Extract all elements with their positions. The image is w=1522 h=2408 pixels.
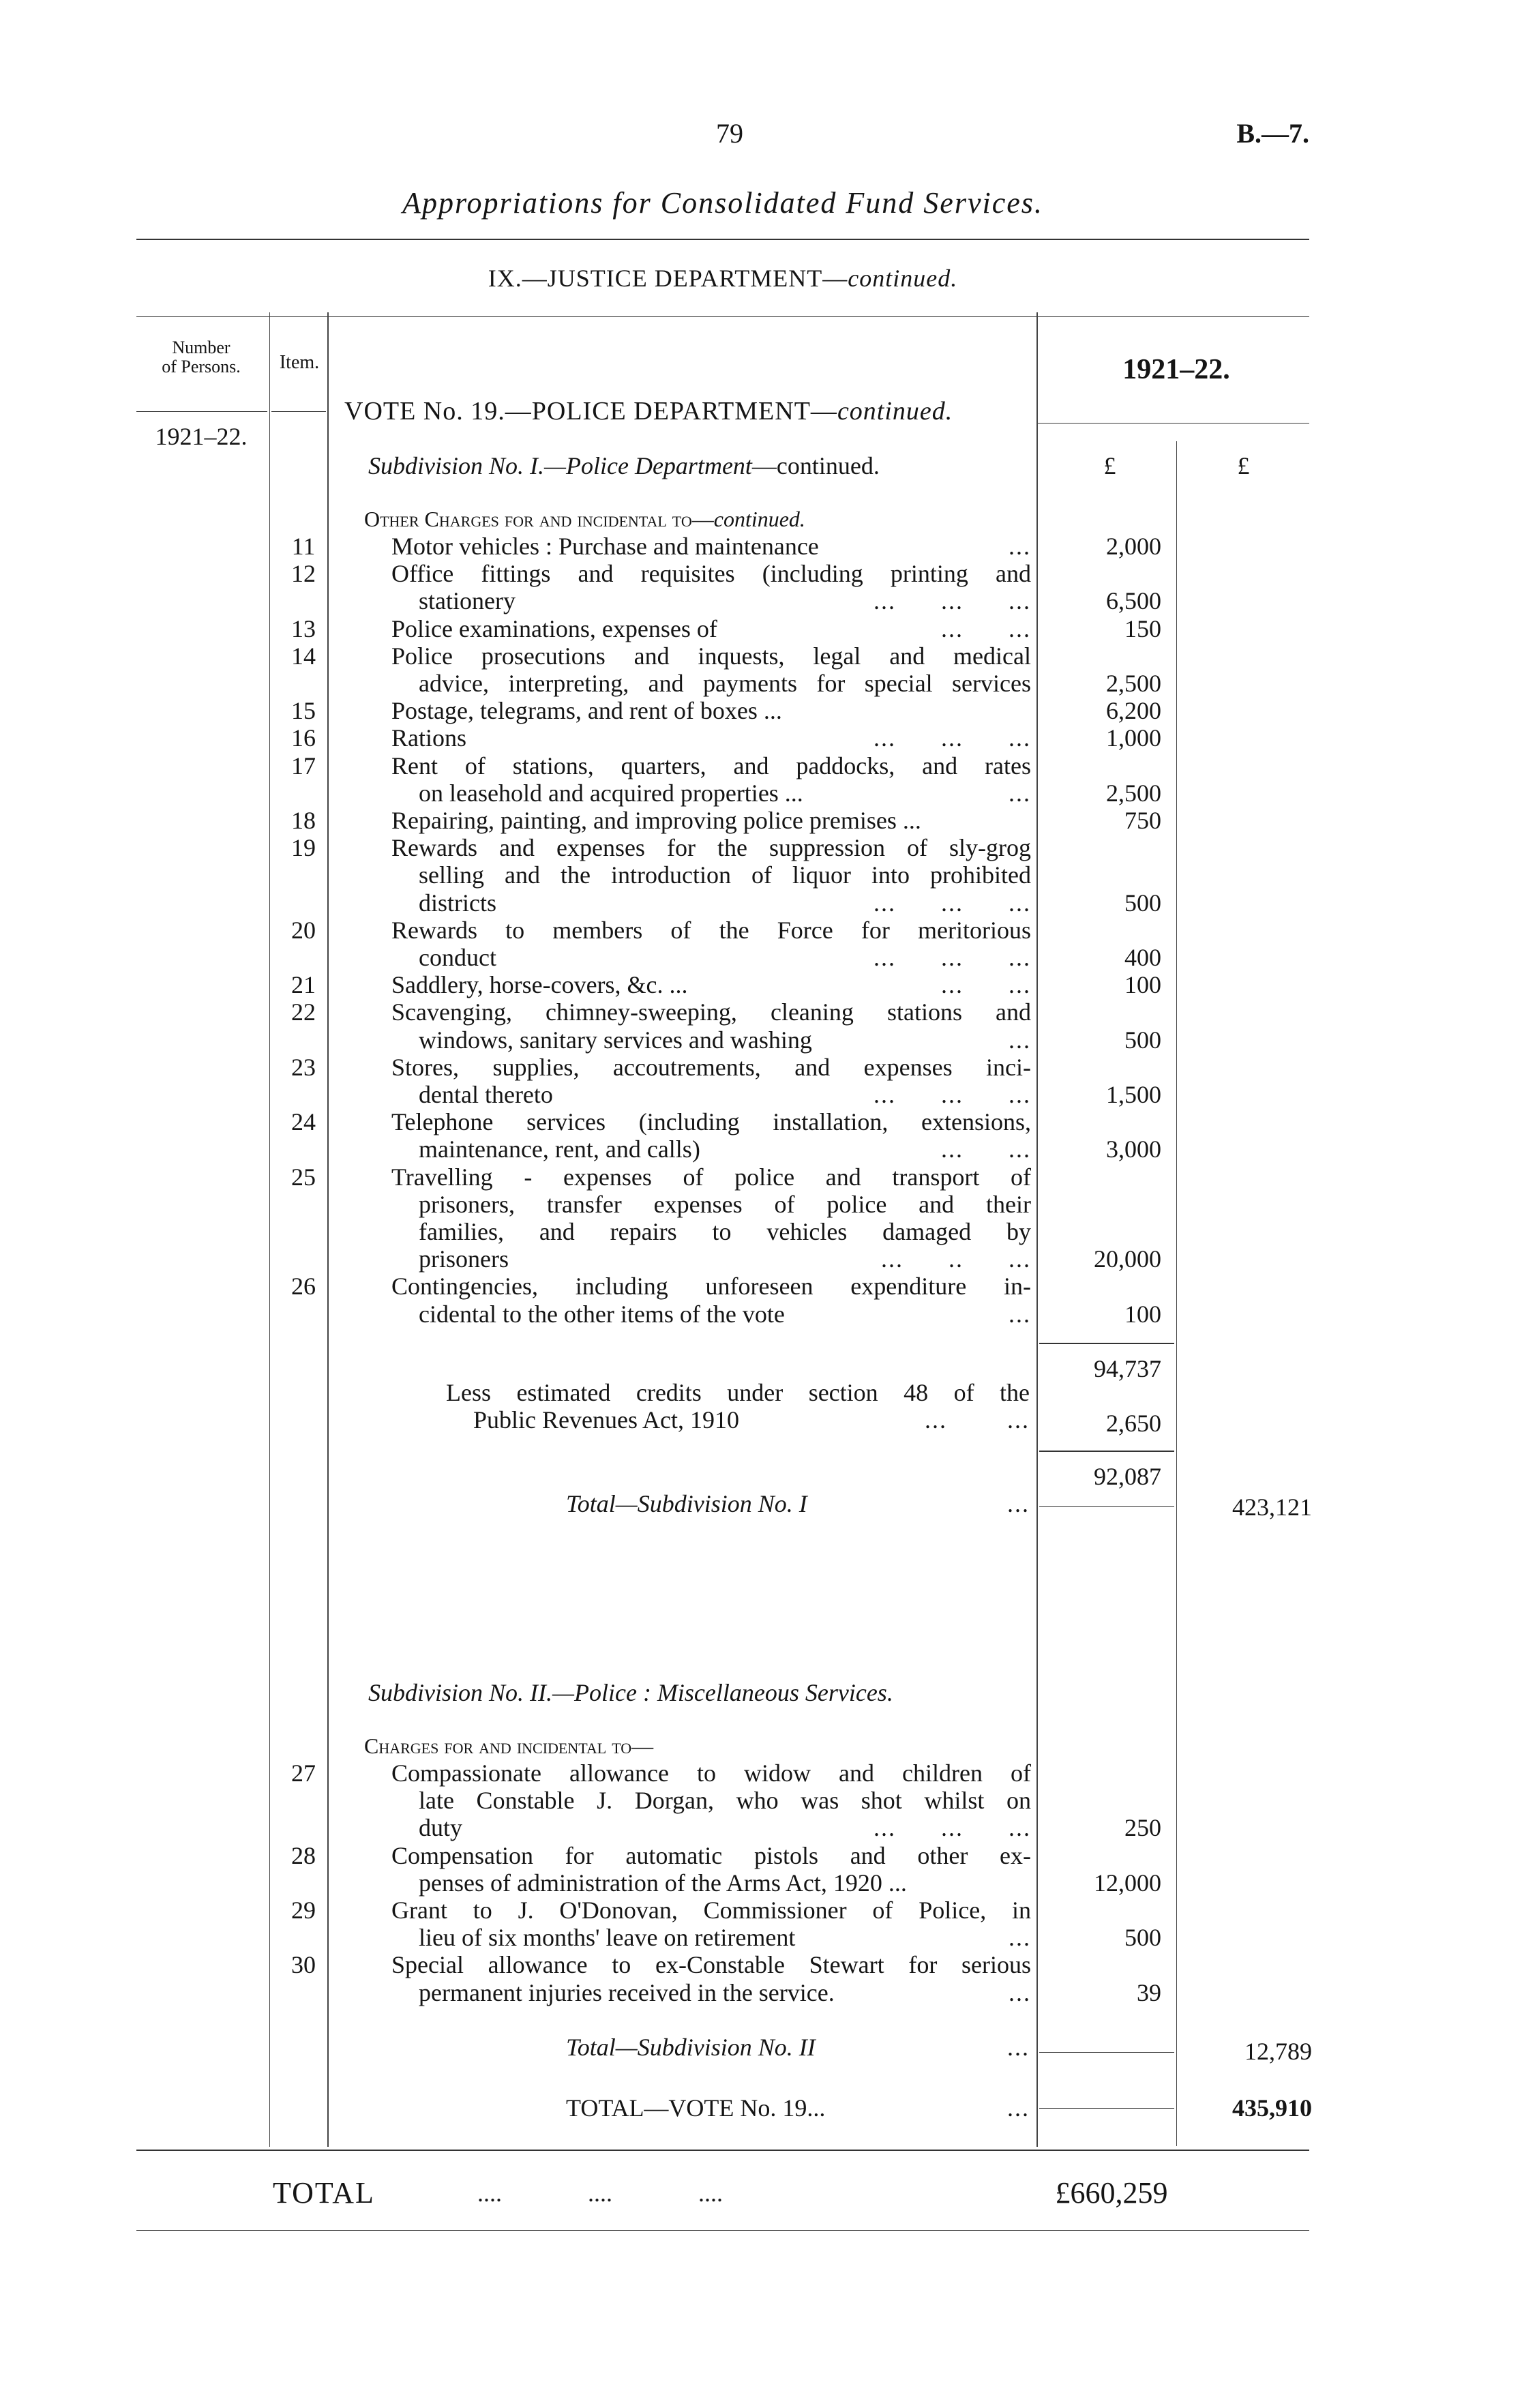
year-header: 1921–22. [1122, 354, 1230, 385]
line-description [419, 1787, 1031, 1814]
leader-dots: ... [1009, 779, 1031, 807]
total-rule [1039, 2052, 1174, 2053]
page-title: Appropriations for Consolidated Fund Services. [402, 186, 1043, 220]
line-amount: 100 [1124, 1300, 1161, 1328]
line-amount: 1,000 [1106, 724, 1161, 752]
leader-dots: ... [1007, 2034, 1030, 2061]
line-text: Saddlery, horse-covers, &c. ... [391, 971, 688, 998]
subdivision-2-title: Subdivision No. II.—Police : Miscellaneous Services. [368, 1679, 893, 1706]
line-text: Special allowance to ex-Constable Stewart for serious [391, 1951, 1031, 1978]
line-text: Grant to J. O'Donovan, Commissioner of Police, in [391, 1897, 1031, 1924]
subdivision-2-total: 12,789 [1244, 2038, 1312, 2065]
department-continued: continued. [848, 265, 958, 292]
table-bottom-rule [136, 2150, 1309, 2151]
item-number: 30 [291, 1951, 316, 1978]
line-description [419, 1026, 1031, 1054]
line-description [391, 998, 1031, 1026]
line-description [391, 917, 1031, 944]
currency-symbol-items: £ [1103, 452, 1116, 479]
item-number: 21 [291, 971, 316, 998]
line-text: Compensation for automatic pistols and other ex- [391, 1842, 1031, 1869]
line-description [419, 861, 1031, 889]
line-description [419, 944, 1031, 971]
line-text: conduct [419, 944, 496, 971]
line-text: Stores, supplies, accoutrements, and expenses inci- [391, 1054, 1031, 1081]
line-amount: 500 [1124, 889, 1161, 917]
line-text: Rent of stations, quarters, and paddocks, and rates [391, 752, 1031, 779]
line-text: Telephone services (including installation, extensions, [391, 1108, 1031, 1135]
item-number: 26 [291, 1273, 316, 1300]
line-text: Motor vehicles : Purchase and maintenance [391, 533, 819, 560]
persons-header-line2: of Persons. [162, 357, 241, 376]
line-text: Postage, telegrams, and rent of boxes ... [391, 697, 782, 724]
line-text: districts [419, 889, 496, 917]
item-number: 16 [291, 724, 316, 752]
line-description [391, 1759, 1031, 1787]
leader-dots: ... ... ... [874, 1814, 1031, 1841]
line-text: Office fittings and requisites (including printing and [391, 560, 1031, 587]
line-description [419, 1300, 1031, 1328]
gross-amount: 94,737 [1094, 1355, 1161, 1382]
line-description [419, 1814, 1031, 1841]
subdivision-1-total-label [566, 1490, 1030, 1517]
leader-dots: ... .. ... [881, 1245, 1031, 1273]
net-rule [1039, 1451, 1174, 1452]
line-description [391, 752, 1031, 779]
line-text: Rewards to members of the Force for meritorious [391, 917, 1031, 944]
line-text: Scavenging, chimney-sweeping, cleaning stations and [391, 998, 1031, 1026]
grand-total-amount: £660,259 [1055, 2176, 1168, 2210]
department-name: IX.—JUSTICE DEPARTMENT— [488, 265, 848, 292]
line-text: duty [419, 1814, 463, 1841]
subdivision-1-title [368, 452, 880, 479]
subdivision-2-group: Charges for and incidental to— [364, 1734, 654, 1758]
line-text: selling and the introduction of liquor into prohibited [419, 861, 1031, 889]
less-credits-amount: 2,650 [1106, 1410, 1161, 1437]
item-number: 14 [291, 642, 316, 670]
footer-rule [136, 2230, 1309, 2231]
line-description [391, 560, 1031, 587]
item-number: 17 [291, 752, 316, 779]
line-description [419, 1245, 1031, 1273]
leader-dots: ... ... [925, 1406, 1030, 1433]
subdivision-1-group [364, 505, 805, 533]
subtotal-rule [1039, 1343, 1174, 1344]
line-description [391, 1108, 1031, 1135]
item-number: 22 [291, 998, 316, 1026]
leader-dots: ... ... ... [874, 1081, 1031, 1108]
line-description [391, 615, 1031, 642]
line-text: Rations [391, 724, 467, 752]
line-text: Repairing, painting, and improving police premises ... [391, 807, 921, 834]
line-amount: 6,200 [1106, 697, 1161, 724]
line-description [391, 1951, 1031, 1978]
total-rule [1039, 1506, 1174, 1507]
leader-dots: ... [1007, 2094, 1030, 2122]
leader-dots: ... ... [941, 1135, 1031, 1163]
vote-total-amount: 435,910 [1232, 2094, 1312, 2122]
line-description [419, 1924, 1031, 1951]
line-text: prisoners, transfer expenses of police and their [419, 1191, 1031, 1218]
item-number: 20 [291, 917, 316, 944]
subdivision-1-total: 423,121 [1232, 1493, 1312, 1521]
line-description [419, 1191, 1031, 1218]
description-column-rule [1036, 312, 1038, 2147]
line-description [391, 1897, 1031, 1924]
less-credits-text: Less estimated credits under section 48 of the [446, 1379, 1030, 1406]
item-number: 24 [291, 1108, 316, 1135]
line-description [419, 1218, 1031, 1245]
header-rule [136, 239, 1309, 240]
line-text: cidental to the other items of the vote [419, 1300, 785, 1328]
less-credits-line2 [473, 1406, 1030, 1433]
line-text: penses of administration of the Arms Act, 1920 ... [419, 1869, 907, 1897]
item-header-rule [271, 411, 326, 412]
line-description [391, 642, 1031, 670]
line-text: prisoners [419, 1245, 509, 1273]
table-top-rule [136, 316, 1309, 317]
subdivision-1-continued: —continued. [751, 452, 880, 479]
item-number: 12 [291, 560, 316, 587]
line-amount: 150 [1124, 615, 1161, 642]
leader-dots: ... ... ... [874, 587, 1031, 614]
grand-total-label: TOTAL [273, 2176, 375, 2210]
line-amount: 500 [1124, 1924, 1161, 1951]
item-number: 15 [291, 697, 316, 724]
line-text: dental thereto [419, 1081, 553, 1108]
leader-dots: ... [1009, 533, 1031, 560]
vote-heading [344, 398, 953, 425]
item-number: 18 [291, 807, 316, 834]
line-amount: 250 [1124, 1814, 1161, 1841]
amount-column-rule [1176, 441, 1177, 2146]
line-description [419, 1979, 1031, 2006]
vote-total-label [566, 2094, 1030, 2122]
line-description [391, 724, 1031, 752]
leader-dots: ... [1009, 1300, 1031, 1328]
leader-dots: ... ... [941, 615, 1031, 642]
leader-dots: ... ... ... [874, 889, 1031, 917]
line-amount: 2,500 [1106, 779, 1161, 807]
item-header: Item. [279, 352, 320, 373]
line-amount: 39 [1137, 1979, 1161, 2006]
line-amount: 2,500 [1106, 670, 1161, 697]
line-description [391, 697, 1031, 724]
item-number: 27 [291, 1759, 316, 1787]
total-label: Total—Subdivision No. I [566, 1490, 807, 1517]
vote-title: VOTE No. 19.—POLICE DEPARTMENT— [344, 397, 837, 426]
leader-dots: ... ... ... [874, 944, 1031, 971]
vote-continued: continued. [837, 397, 953, 426]
line-text: lieu of six months' leave on retirement [419, 1924, 796, 1951]
line-amount: 2,000 [1106, 533, 1161, 560]
item-number: 29 [291, 1897, 316, 1924]
department-heading [136, 265, 1309, 292]
line-description [419, 889, 1031, 917]
leader-dots: ... ... [941, 971, 1031, 998]
item-column-rule [327, 312, 329, 2147]
group-heading: Other Charges for and incidental to— [364, 507, 714, 531]
grand-total-dots: .... .... .... [477, 2180, 723, 2207]
group-continued: continued. [713, 507, 805, 531]
line-amount: 3,000 [1106, 1135, 1161, 1163]
line-text: Compassionate allowance to widow and children of [391, 1759, 1031, 1787]
line-amount: 12,000 [1094, 1869, 1161, 1897]
line-text: Police prosecutions and inquests, legal and medical [391, 642, 1031, 670]
persons-header-rule [136, 411, 267, 412]
line-description [419, 779, 1031, 807]
line-amount: 6,500 [1106, 587, 1161, 614]
line-description [419, 587, 1031, 614]
line-text: permanent injuries received in the service. [419, 1979, 835, 2006]
line-description [391, 1273, 1031, 1300]
line-text: Travelling - expenses of police and transport of [391, 1163, 1031, 1191]
line-amount: 750 [1124, 807, 1161, 834]
line-description [419, 670, 1031, 697]
line-description [391, 1163, 1031, 1191]
less-credits-act: Public Revenues Act, 1910 [473, 1406, 739, 1433]
item-number: 23 [291, 1054, 316, 1081]
line-amount: 20,000 [1094, 1245, 1161, 1273]
line-text: families, and repairs to vehicles damaged by [419, 1218, 1031, 1245]
leader-dots: ... [1009, 1026, 1031, 1054]
leader-dots: ... ... ... [874, 724, 1031, 752]
less-credits-line1 [446, 1379, 1030, 1406]
subdivision-1-name: Subdivision No. I.—Police Department [368, 452, 752, 479]
line-description [419, 1081, 1031, 1108]
line-description [391, 533, 1031, 560]
line-description [391, 1842, 1031, 1869]
line-amount: 400 [1124, 944, 1161, 971]
line-amount: 100 [1124, 971, 1161, 998]
line-description [419, 1135, 1031, 1163]
line-description [391, 1054, 1031, 1081]
line-text: advice, interpreting, and payments for special services [419, 670, 1031, 697]
line-amount: 1,500 [1106, 1081, 1161, 1108]
persons-header-line1: Number [172, 338, 230, 357]
subdivision-2-total-label [566, 2034, 1030, 2061]
line-description [391, 834, 1031, 861]
line-description [391, 807, 1031, 834]
vote-total-text: TOTAL—VOTE No. 19... [566, 2094, 826, 2122]
vote-total-rule [1039, 2108, 1174, 2109]
net-amount: 92,087 [1094, 1463, 1161, 1490]
persons-year: 1921–22. [155, 423, 248, 450]
document-reference: B.—7. [1236, 118, 1309, 149]
leader-dots: ... [1009, 1979, 1031, 2006]
item-number: 11 [291, 533, 316, 560]
line-text: stationery [419, 587, 516, 614]
line-text: late Constable J. Dorgan, who was shot whilst on [419, 1787, 1031, 1814]
line-text: windows, sanitary services and washing [419, 1026, 812, 1054]
persons-column-rule [269, 312, 270, 2147]
item-number: 28 [291, 1842, 316, 1869]
line-text: Police examinations, expenses of [391, 615, 717, 642]
item-number: 19 [291, 834, 316, 861]
line-text: maintenance, rent, and calls) [419, 1135, 700, 1163]
line-text: Contingencies, including unforeseen expenditure in- [391, 1273, 1031, 1300]
line-text: on leasehold and acquired properties ... [419, 779, 803, 807]
line-text: Rewards and expenses for the suppression of sly-grog [391, 834, 1031, 861]
item-number: 25 [291, 1163, 316, 1191]
total-label: Total—Subdivision No. II [566, 2034, 816, 2061]
line-description [391, 971, 1031, 998]
leader-dots: ... [1007, 1490, 1030, 1517]
currency-symbol-totals: £ [1237, 452, 1250, 479]
leader-dots: ... [1009, 1924, 1031, 1951]
line-description [419, 1869, 1031, 1897]
item-number: 13 [291, 615, 316, 642]
line-amount: 500 [1124, 1026, 1161, 1054]
page-number: 79 [716, 118, 743, 149]
